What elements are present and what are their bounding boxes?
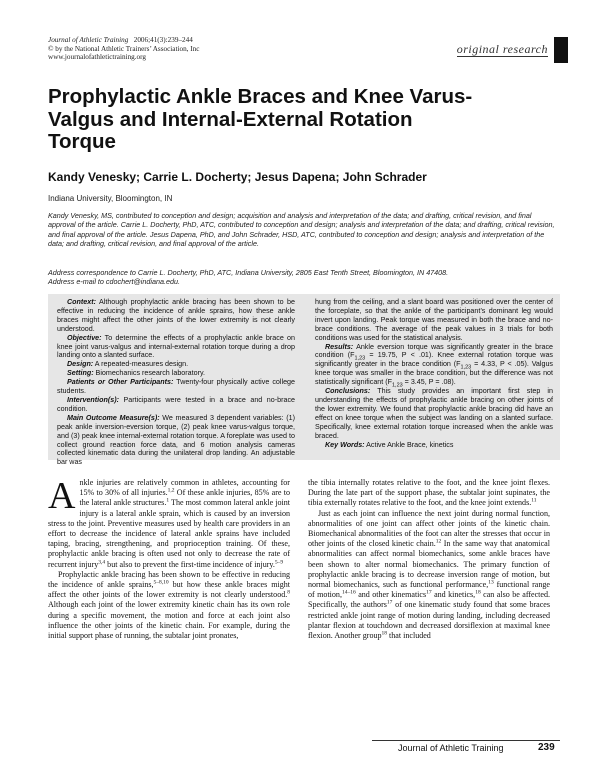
body-text: but how these ankle braces might affect the other joints of the lower extremity is not clearly understood. (48, 580, 290, 600)
body-text: Just as each joint can influence the next joint during normal function, abnormalities of one joint can affect other joints of the kinetic chain. Biomechanical abnormalities of the foot can alter the stresses that occur in other joints of the closed kinetic chain. (308, 508, 550, 549)
abstract-context (57, 298, 295, 334)
citation: 2006;41(3):239–244 (133, 36, 193, 44)
patients-label: Patients or Other Participants: (67, 378, 174, 387)
body-paragraph (308, 509, 550, 642)
drop-cap: A (48, 475, 76, 517)
address-line: Address correspondence to Carrie L. Docherty, PhD, ATC, Indiana University, 2805 East Tenth Street, Bloomington, IN 47408. (48, 268, 449, 277)
body-text: The most common lateral ankle joint injury is a lateral ankle sprain, which is caused by an inversion stress to the joint. Preventive measures used by health care providers in an effort to decrease the incidence of lateral ankle sprains have included taping, bracing, strengthening, and proprioception training. Of these, prophylactic ankle bracing is often used not only to decrease the rate of recurrent injury (48, 498, 290, 569)
abstract-box (48, 294, 560, 467)
section-bar (554, 37, 568, 63)
body-text: nkle injuries are relatively common in athletes, accounting for 15% to 30% of all injuries. (79, 478, 290, 498)
abstract-results (315, 343, 553, 388)
journal-header (48, 36, 348, 62)
results-text-3: = 4.33, P < .05). Valgus knee torque was smaller in the brace condition, but the difference was not statistically significant (F (315, 360, 553, 387)
journal-name: Journal of Athletic Training (48, 36, 129, 44)
citation-ref: 18 (381, 630, 388, 637)
abstract-patients (57, 378, 295, 396)
design-text: A repeated-measures design. (93, 360, 189, 369)
objective-text: To determine the effects of a prophylactic ankle brace on knee joint varus-valgus and internal-external rotation torque during a drop landing onto a slanted surface. (57, 333, 295, 360)
abstract-interventions (57, 396, 295, 414)
abstract-objective (57, 334, 295, 361)
body-text: Prophylactic ankle bracing has been shown to be effective in reducing the incidence of ankle sprains, (48, 569, 290, 590)
journal-url: www.journalofathletictraining.org (48, 53, 147, 62)
results-text-2: = 19.75, P < .01). Knee external rotation torque was significantly greater in the brace condition (F (315, 351, 554, 369)
results-label: Results: (325, 342, 354, 351)
page-number: 239 (538, 742, 555, 753)
body-text: Of these ankle injuries, 85% are to the lateral ankle structures. (79, 488, 291, 508)
keywords-label: Key Words: (325, 440, 365, 449)
citation-ref: 18 (475, 589, 481, 596)
abstract-design (57, 360, 295, 369)
interventions-text: Participants were tested in a brace and no-brace condition. (57, 395, 295, 413)
objective-label: Objective: (67, 333, 102, 342)
setting-text: Biomechanics research laboratory. (93, 369, 205, 378)
patients-text: Twenty-four physically active college students. (57, 378, 295, 396)
section-banner (457, 37, 568, 63)
affiliation: Indiana University, Bloomington, IN (48, 194, 173, 203)
body-column-left (48, 475, 291, 641)
abstract-measures (57, 414, 295, 467)
copyright: © by the National Athletic Trainers’ Association, Inc (48, 44, 200, 53)
conclusions-text: This study provides an important first step in understanding the effects of prophylactic ankle bracing on other joints of the lower extremity. We found that prophylactic ankle bracing did have an effect on knee torque when the subject was landing on a slanted surface. Specifically, knee external rotation torque increased when the ankle was braced. (315, 387, 553, 440)
correspondence (48, 268, 560, 287)
abstract-measures-cont: hung from the ceiling, and a slant board was positioned over the center of the forceplate, so that the ankle of the participant’s dominant leg would invert upon landing. Peak torque was measured in both the brace and no-brace conditions. The average of the peak values in 3 trials for both conditions was used for the statistical analysis. (315, 298, 553, 342)
citation-ref: 5–9 (274, 558, 284, 565)
abstract-keywords (315, 441, 553, 450)
citation-ref: 17 (386, 599, 393, 606)
citation-ref: 8 (287, 589, 290, 596)
body-text: can also be affected. Specifically, the authors (308, 590, 551, 610)
body-text: In the same way that anatomical abnormalities can affect normal biomechanics, some ankle braces have been shown to alter normal biomechanics. The primary function of prophylactic ankle bracing is to decrease inversion range of motion, but normal biomechanics, such as functional performance, (308, 539, 550, 590)
body-text: Although each joint of the lower extremity kinetic chain has its own role during a specific movement, the motion and force at each joint also influence the other joints of the kinetic chain. For example, during the initial support phase of running, the subtalar joint pronates, (48, 600, 290, 641)
body-paragraph (308, 478, 550, 509)
citation-ref: 17 (426, 589, 432, 596)
citation-ref: 3,4 (98, 558, 106, 565)
keywords-text: Active Ankle Brace, kinetics (364, 440, 454, 449)
design-label: Design: (67, 360, 94, 369)
footer-rule (372, 740, 560, 741)
author-list: Kandy Venesky; Carrie L. Docherty; Jesus Dapena; John Schrader (48, 170, 427, 184)
body-paragraph (48, 475, 291, 570)
body-text: and other kinematics (355, 590, 427, 600)
body-text: the tibia internally rotates relative to the foot, and the knee joint flexes. During the late part of the support phase, the subtalar joint supinates, the tibia externally rotates relative to the foot, and the knee joint extends. (308, 478, 550, 508)
abstract-setting (57, 369, 295, 378)
body-text: and kinetics, (431, 590, 476, 600)
body-column-right (308, 478, 550, 641)
abstract-column-left (57, 298, 295, 467)
conclusions-label: Conclusions: (325, 387, 371, 396)
context-label: Context: (67, 298, 96, 306)
citation-ref: 13 (488, 579, 494, 586)
author-contributions: Kandy Venesky, MS, contributed to conception and design; acquisition and analysis and interpretation of the data; and drafting, critical revision, and final approval of the article. Carrie L. Docherty, PhD, ATC, contributed to conception and design; analysis and interpretation of the data; and drafting, critical revision, and final approval of the article. Jesus Dapena, PhD, and John Schrader, HSD, ATC, contributed to conception and design; analysis and interpretation of the data; and drafting, critical revision, and final approval of the article. (48, 211, 555, 248)
measures-text: We measured 3 dependent variables: (1) peak ankle inversion-eversion torque, (2) peak knee varus-valgus torque, and (3) peak knee internal-external rotation torque. A foreplate was used to collect ground reaction force data, and 6 motion analysis cameras collected kinematic data during the unilateral drop landing. An adjustable bar was (57, 413, 295, 467)
citation-ref: 1 (166, 497, 170, 504)
citation-ref: 5–8,10 (153, 579, 169, 586)
citation-ref: 11 (531, 497, 537, 504)
setting-label: Setting: (67, 369, 94, 378)
body-text: that included (387, 631, 431, 641)
body-paragraph (48, 570, 290, 641)
citation-ref: 1,2 (167, 487, 175, 494)
citation-ref: 12 (435, 538, 442, 545)
footer-journal: Journal of Athletic Training (398, 743, 504, 753)
email-line: Address e-mail to cdochert@indiana.edu. (48, 277, 180, 287)
body-text: but also to prevent the first-time incidence of injury. (105, 559, 275, 569)
results-text-4: = 3.45, P = .08). (402, 378, 456, 387)
article-title: Prophylactic Ankle Braces and Knee Varus-Valgus and Internal-External Rotation Torque (48, 85, 473, 153)
section-label: original research (456, 42, 548, 56)
df-3: 1,23 (391, 382, 403, 389)
body-text: of one kinematic study found that some braces restricted ankle joint range of motion during landing, including decreased plantar flexion at touchdown and decreased dorsiflexion at maximal knee flexion. Another group (308, 600, 550, 641)
df-1: 1,23 (354, 355, 366, 362)
abstract-column-right (315, 298, 553, 449)
abstract-conclusions (315, 387, 553, 440)
measures-label: Main Outcome Measure(s): (67, 413, 160, 422)
citation-ref: 14–16 (341, 589, 356, 596)
context-text: Although prophylactic ankle bracing has been shown to be effective in reducing the incidence of ankle sprains, how these ankle braces might affect the other joints of the lower extremity is not clearly understood. (57, 298, 295, 333)
results-text-1: Ankle eversion torque was significantly greater in the brace condition (F (315, 342, 553, 360)
body-text: functional range of motion, (308, 580, 550, 600)
interventions-label: Intervention(s): (67, 395, 119, 404)
df-2: 1,23 (460, 364, 472, 371)
